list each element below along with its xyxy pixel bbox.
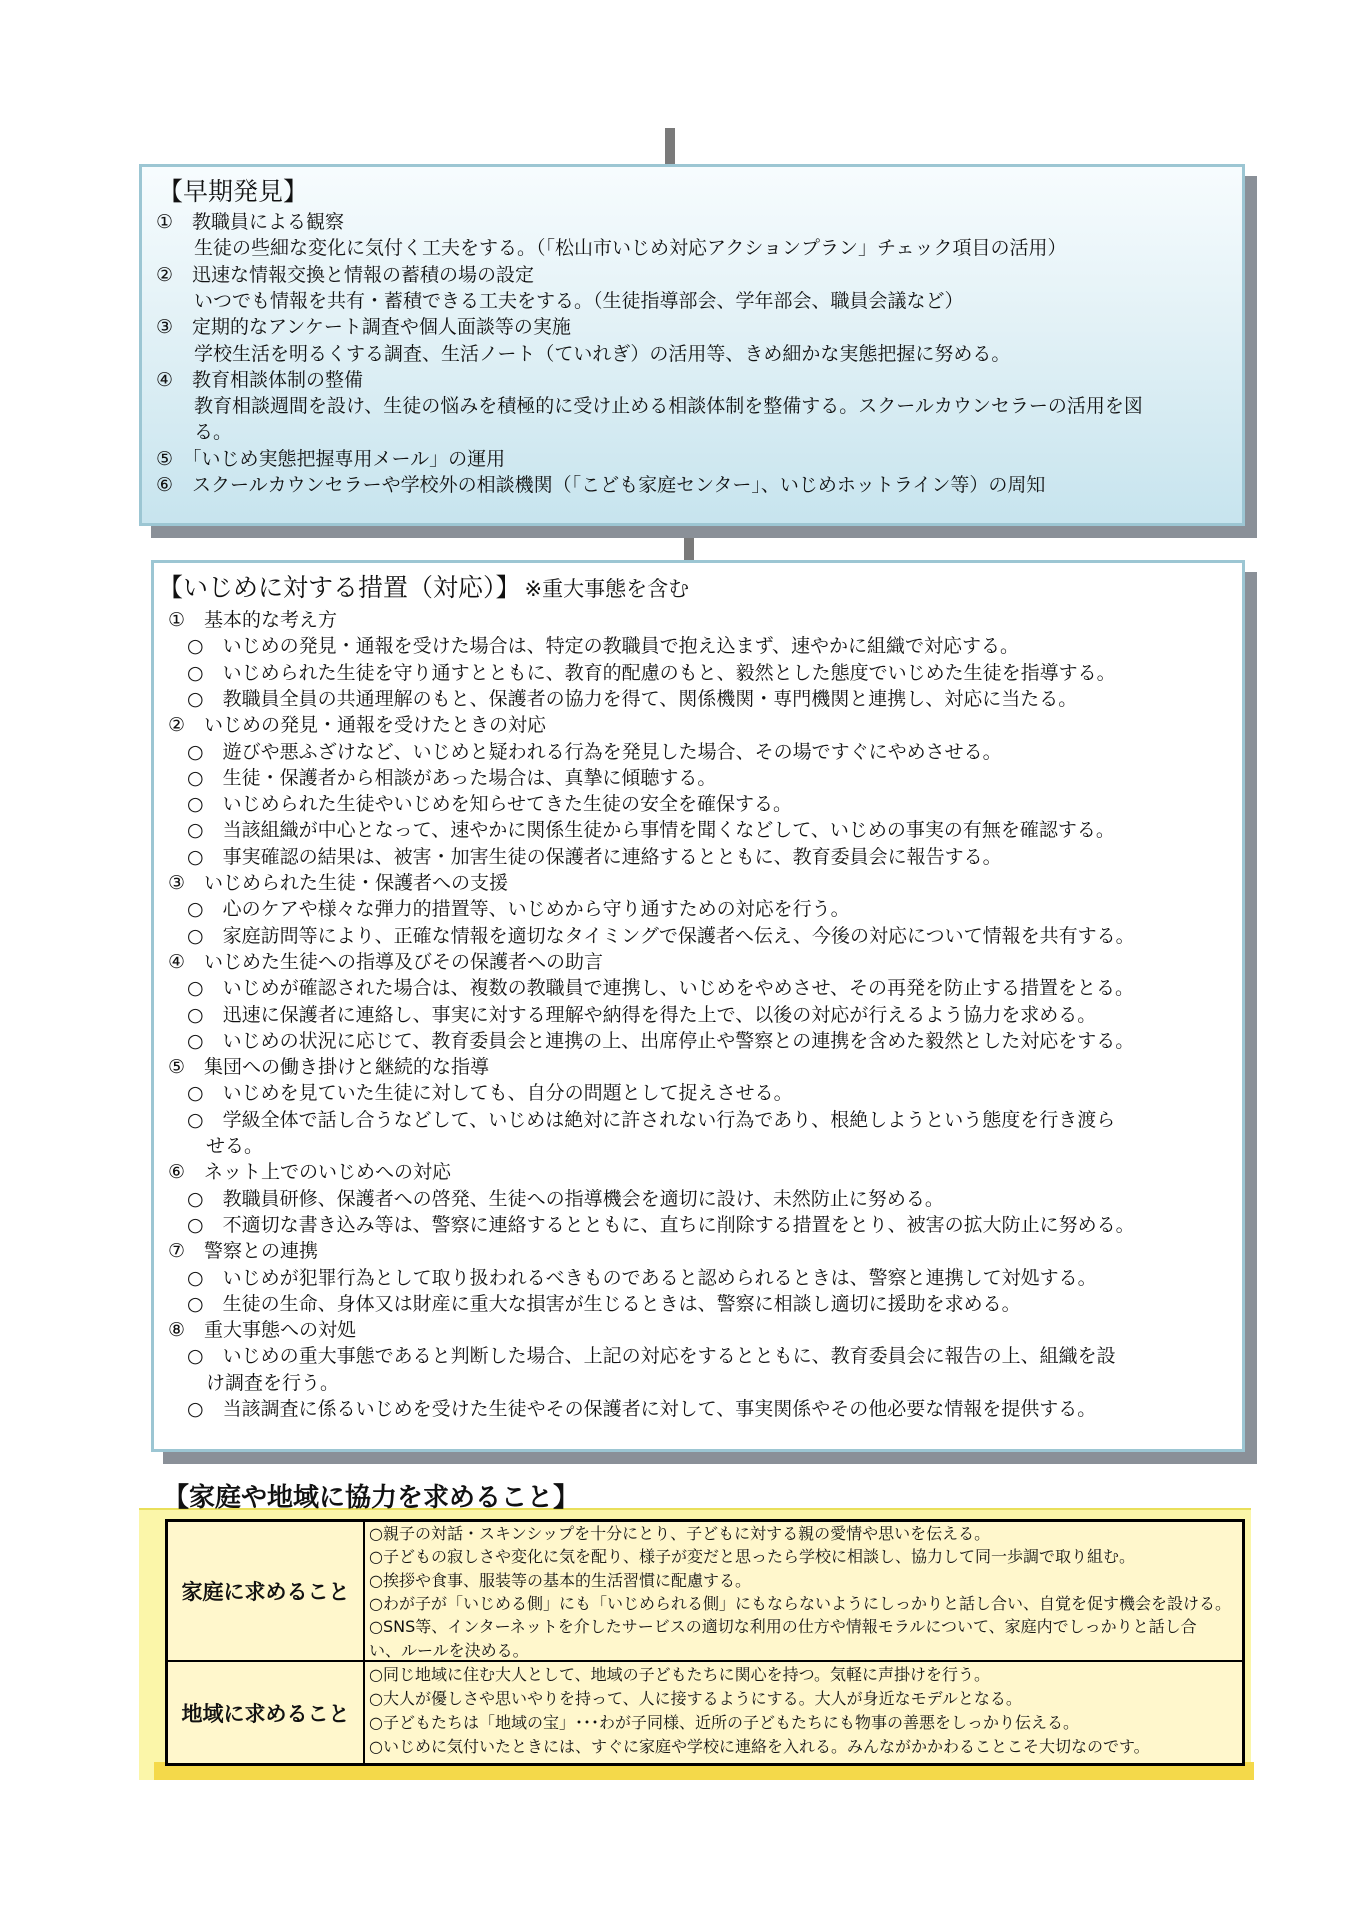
list-item: い、ルールを決める。: [369, 1640, 529, 1660]
list-item: け調査を行う。: [168, 1371, 340, 1394]
list-item: ① 基本的な考え方: [168, 609, 338, 631]
list-item: せる。: [168, 1135, 264, 1157]
family-community-table: [165, 1519, 1245, 1766]
list-item: ○ 迅速に保護者に連絡し、事実に対する理解や納得を得た上で、以後の対応が行えるよう協力を求める。: [168, 1003, 1097, 1026]
list-item: ⑤ 集団への働き掛けと継続的な指導: [168, 1056, 490, 1079]
list-item: ○ いじめを見ていた生徒に対しても、自分の問題として捉えさせる。: [168, 1082, 793, 1105]
list-item: ○ いじめの重大事態であると判断した場合、上記の対応をするとともに、教育委員会に報告の上、組織を設: [168, 1345, 1116, 1368]
early-detection-box: [139, 164, 1245, 526]
list-item: ⑧ 重大事態への対処: [168, 1319, 357, 1342]
community-row-header: 地域に求めること: [168, 1662, 365, 1763]
list-item: ③ いじめられた生徒・保護者への支援: [168, 872, 509, 894]
list-item: ○SNS等、インターネットを介したサービスの適切な利用の仕方や情報モラルについて、家庭内でしっかりと話し合: [369, 1617, 1197, 1637]
list-item: ○ いじめが犯罪行為として取り扱われるべきものであると認められるときは、警察と連携して対処する。: [168, 1266, 1097, 1289]
list-item: ○ 生徒の生命、身体又は財産に重大な損害が生じるときは、警察に相談し適切に援助を求める。: [168, 1292, 1021, 1315]
list-item: ○子どもたちは「地域の宝」･･･わが子同様、近所の子どもたちにも物事の善悪をしっかり伝える。: [369, 1713, 1079, 1732]
list-item: ⑥ ネット上でのいじめへの対応: [168, 1161, 452, 1184]
list-item: ○ いじめられた生徒を守り通すとともに、教育的配慮のもと、毅然とした態度でいじめた生徒を指導する。: [168, 661, 1116, 684]
table-row-community: [168, 1662, 1242, 1763]
list-item: ○いじめに気付いたときには、すぐに家庭や学校に連絡を入れる。みんながかかわることこそ大切なのです。: [369, 1737, 1150, 1756]
bullying-measures-note: ※重大事態を含む: [524, 577, 690, 601]
list-item: 生徒の些細な変化に気付く工夫をする。（「松山市いじめ対応アクションプラン」チェック項目の活用）: [156, 237, 1067, 260]
list-item: ○同じ地域に住む大人として、地域の子どもたちに関心を持つ。気軽に声掛けを行う。: [369, 1665, 991, 1684]
list-item: ○大人が優しさや思いやりを持って、人に接するようにする。大人が身近なモデルとなる。: [369, 1689, 1022, 1708]
community-row-content: [367, 1662, 1242, 1763]
list-item: 教育相談週間を設け、生徒の悩みを積極的に受け止める相談体制を整備する。スクールカウンセラーの活用を図: [156, 395, 1143, 418]
list-item: ⑤ 「いじめ実態把握専用メール」の運用: [156, 447, 506, 470]
list-item: ⑥ スクールカウンセラーや学校外の相談機関（「こども家庭センター」、いじめホットライン等）の周知: [156, 474, 1046, 496]
list-item: ○ 当該調査に係るいじめを受けた生徒やその保護者に対して、事実関係やその他必要な情報を提供する。: [168, 1398, 1097, 1420]
list-item: ○親子の対話・スキンシップを十分にとり、子どもに対する親の愛情や思いを伝える。: [369, 1524, 991, 1543]
bullying-measures-box: [151, 560, 1245, 1452]
list-item: ② いじめの発見・通報を受けたときの対応: [168, 714, 547, 737]
family-community-title: 【家庭や地域に協力を求めること】: [163, 1483, 580, 1513]
list-item: ① 教職員による観察: [156, 211, 345, 233]
list-item: ④ いじめた生徒への指導及びその保護者への助言: [168, 950, 604, 973]
list-item: る。: [156, 421, 233, 444]
bullying-measures-title-text: 【いじめに対する措置（対応）】: [158, 573, 521, 602]
list-item: ○ 教職員全員の共通理解のもと、保護者の協力を得て、関係機関・専門機関と連携し、対応に当たる。: [168, 687, 1078, 710]
list-item: ○ 生徒・保護者から相談があった場合は、真摯に傾聴する。: [168, 766, 717, 789]
list-item: いつでも情報を共有・蓄積できる工夫をする。（生徒指導部会、学年部会、職員会議など）: [156, 289, 964, 312]
list-item: ② 迅速な情報交換と情報の蓄積の場の設定: [156, 263, 535, 286]
list-item: ⑦ 警察との連携: [168, 1240, 319, 1263]
list-item: ○ 家庭訪問等により、正確な情報を適切なタイミングで保護者へ伝え、今後の対応について情報を共有する。: [168, 924, 1135, 947]
top-connector: [665, 128, 675, 164]
list-item: ○ いじめが確認された場合は、複数の教職員で連携し、いじめをやめさせ、その再発を防止する措置をとる。: [168, 977, 1135, 1000]
list-item: ○わが子が「いじめる側」にも「いじめられる側」にもならないようにしっかりと話し合い、自覚を促す機会を設ける。: [369, 1593, 1231, 1613]
early-detection-title: 【早期発見】: [158, 177, 309, 206]
list-item: ○ 遊びや悪ふざけなど、いじめと疑われる行為を発見した場合、その場ですぐにやめさせる。: [168, 740, 1002, 763]
list-item: ④ 教育相談体制の整備: [156, 368, 364, 391]
list-item: 学校生活を明るくする調査、生活ノート（ていれぎ）の活用等、きめ細かな実態把握に努める。: [156, 342, 1011, 365]
list-item: ○ 教職員研修、保護者への啓発、生徒への指導機会を適切に設け、未然防止に努める。: [168, 1187, 944, 1210]
list-item: ○ いじめられた生徒やいじめを知らせてきた生徒の安全を確保する。: [168, 793, 793, 816]
home-row-content: [367, 1522, 1242, 1660]
home-row-header: 家庭に求めること: [168, 1522, 365, 1660]
list-item: ○子どもの寂しさや変化に気を配り、様子が変だと思ったら学校に相談し、協力して同一歩調で取り組む。: [369, 1547, 1135, 1567]
list-item: ○ 心のケアや様々な弾力的措置等、いじめから守り通すための対応を行う。: [168, 898, 850, 921]
list-item: ○ 事実確認の結果は、被害・加害生徒の保護者に連絡するとともに、教育委員会に報告する。: [168, 845, 1002, 868]
bullying-measures-title: [158, 573, 689, 604]
list-item: ③ 定期的なアンケート調査や個人面談等の実施: [156, 316, 571, 339]
list-item: ○ 当該組織が中心となって、速やかに関係生徒から事情を聞くなどして、いじめの事実の有無を確認する。: [168, 819, 1115, 842]
list-item: ○ 学級全体で話し合うなどして、いじめは絶対に許されない行為であり、根絶しようという態度を行き渡ら: [168, 1108, 1116, 1131]
list-item: ○ 不適切な書き込み等は、警察に連絡するとともに、直ちに削除する措置をとり、被害の拡大防止に努める。: [168, 1213, 1135, 1236]
table-row-home: [168, 1522, 1242, 1662]
list-item: ○挨拶や食事、服装等の基本的生活習慣に配慮する。: [369, 1570, 751, 1590]
list-item: ○ いじめの発見・通報を受けた場合は、特定の教職員で抱え込まず、速やかに組織で対応する。: [168, 635, 1020, 658]
list-item: ○ いじめの状況に応じて、教育委員会と連携の上、出席停止や警察との連携を含めた毅然とした対応をする。: [168, 1029, 1135, 1052]
